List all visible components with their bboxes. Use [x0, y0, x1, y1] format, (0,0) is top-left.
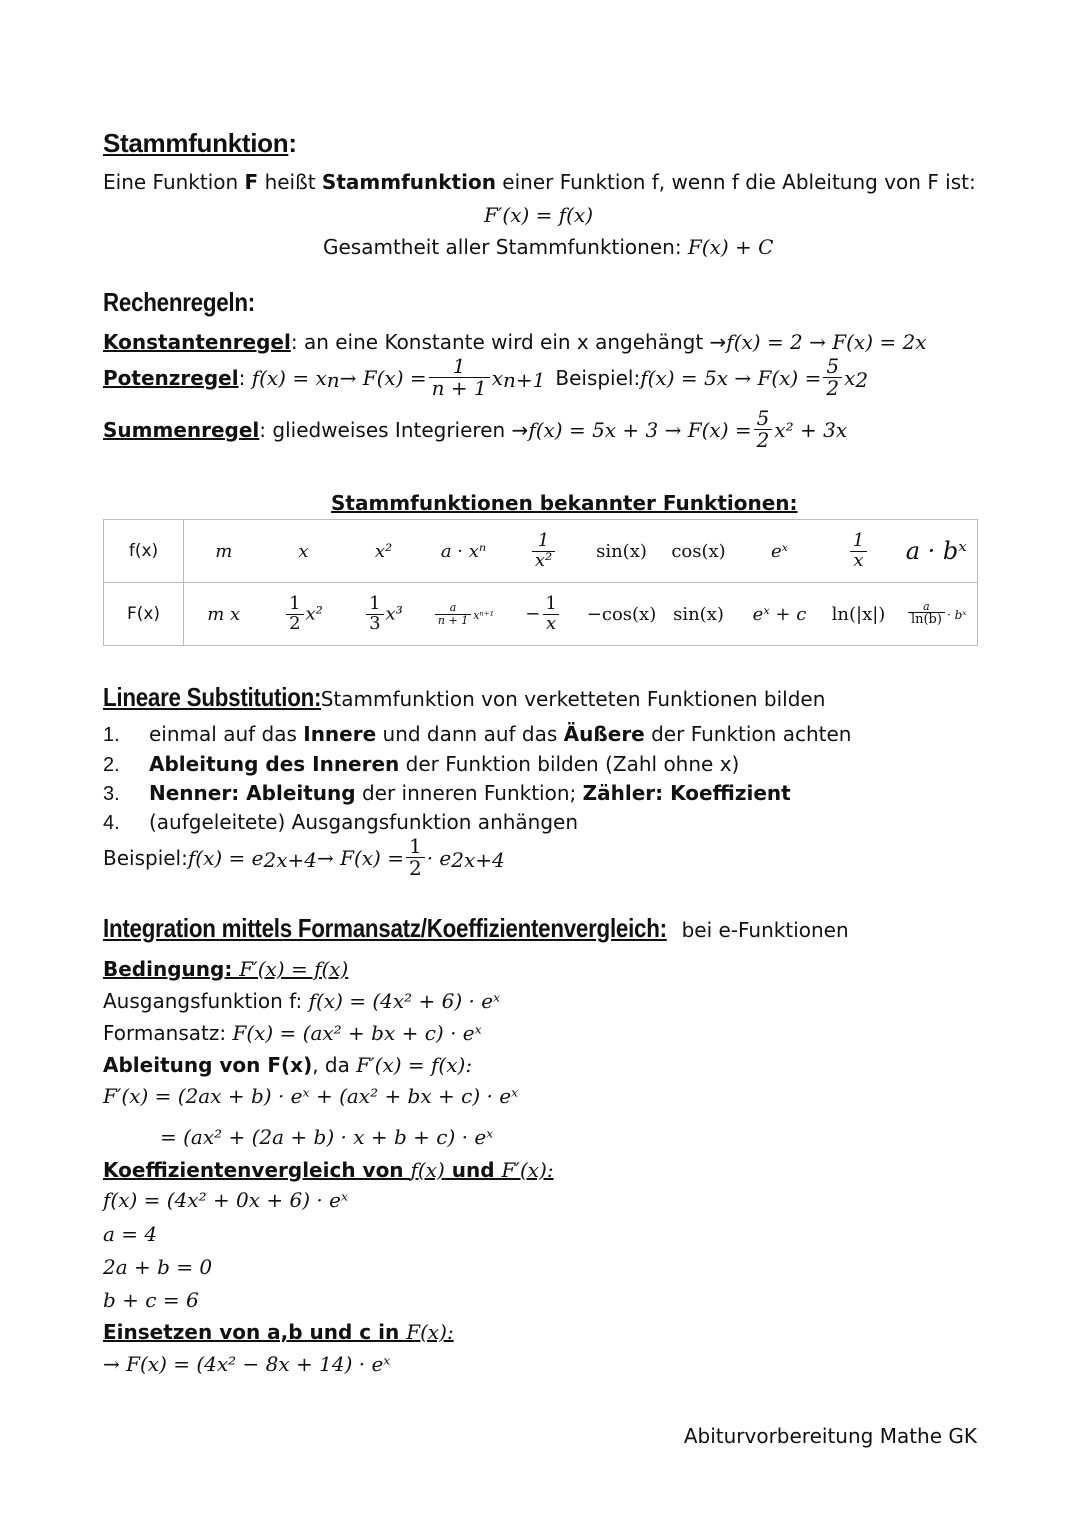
potenz-num: 1 — [452, 354, 466, 378]
einsetzen-F: F(x): — [406, 1320, 454, 1344]
potenz-den: n + 1 — [429, 377, 490, 399]
potenz-beispiel-den: 2 — [823, 377, 842, 399]
cell-F-sin: −cos(x) — [584, 583, 660, 646]
result-formula: → F(x) = (4x² − 8x + 14) · eˣ — [103, 1352, 391, 1376]
F-abx-den: ln(b) — [908, 612, 945, 627]
F-x2-tail: x³ — [385, 603, 403, 624]
potenz-lead: f(x) = x — [251, 365, 327, 390]
item-bold: Innere — [303, 722, 377, 746]
equation-1: a = 4 — [103, 1222, 158, 1246]
F-x-den: 2 — [286, 614, 303, 634]
table-title: Stammfunktionen bekannter Funktionen: — [331, 491, 798, 515]
koeffizientenvergleich-line — [103, 1158, 554, 1182]
koeff-F: F′(x): — [501, 1158, 554, 1182]
F-x2-num: 1 — [369, 592, 381, 614]
cell-f-x2: x² — [344, 520, 424, 583]
potenz-arrow: → F(x) = — [339, 365, 427, 390]
potenz-beispiel-fraction — [823, 356, 842, 399]
formansatz-line — [103, 1021, 482, 1045]
ansatz-formula: F(x) = (ax² + bx + c) · eˣ — [232, 1021, 482, 1045]
table-row-F — [104, 583, 978, 646]
list-number: 4. — [103, 812, 120, 834]
cell-F-x — [264, 583, 344, 646]
potenzregel-label: Potenzregel — [103, 365, 239, 390]
beispiel-exp: 2x+4 — [263, 848, 317, 872]
def-F: F — [244, 170, 259, 194]
potenz-beispiel-xexp: 2 — [855, 368, 869, 392]
beispiel-label: Beispiel: — [103, 845, 188, 870]
beispiel-num: 1 — [408, 834, 422, 858]
item-bold: Ableitung des Inneren — [149, 752, 400, 776]
potenz-fraction — [429, 356, 490, 399]
cell-f-ex: eˣ — [738, 520, 822, 583]
cell-F-mx: m x — [184, 583, 264, 646]
stammfunktion-heading-wrap — [103, 128, 297, 159]
potenz-exp: n — [326, 368, 340, 392]
item-bold: Äußere — [563, 722, 645, 746]
formansatz-subtitle: bei e-Funktionen — [681, 918, 849, 942]
summenregel-line — [103, 408, 847, 451]
cell-f-m: m — [184, 520, 264, 583]
cell-f-x: x — [264, 520, 344, 583]
item-text: der Funktion bilden (Zahl ohne x) — [399, 752, 740, 776]
f-1x-num: 1 — [852, 529, 865, 551]
beispiel-arrow: → F(x) = — [316, 845, 404, 870]
cell-F-1x: ln(|x|) — [822, 583, 896, 646]
substitution-item-2 — [103, 752, 739, 777]
item-text: (aufgeleitete) Ausgangsfunktion anhängen — [149, 810, 579, 834]
potenz-xexp: n+1 — [502, 368, 546, 392]
koeff-f: f(x) — [410, 1158, 445, 1182]
table-label-f: f(x) — [104, 520, 184, 583]
bedingung-formula: F′(x) = f(x) — [239, 957, 349, 981]
substitution-subtitle: Stammfunktion von verketteten Funktionen bilden — [320, 687, 826, 711]
summenregel-text: : gliedweises Integrieren → — [259, 417, 529, 442]
F-x-num: 1 — [289, 592, 301, 614]
heading-colon: : — [288, 128, 297, 158]
substitution-beispiel — [103, 836, 505, 879]
gesamt-formula: F(x) + C — [687, 235, 774, 259]
ableitung-line — [103, 1053, 472, 1077]
cell-F-axn — [424, 583, 504, 646]
f-1x-den: x — [850, 551, 866, 571]
substitution-item-3 — [103, 781, 791, 806]
koeff-label: Koeffizientenvergleich von — [103, 1158, 411, 1182]
ableitung-formula: F′(x) = f(x): — [356, 1053, 473, 1077]
f-recip-num: 1 — [537, 529, 550, 551]
potenz-beispiel-formula: f(x) = 5x → F(x) = — [640, 365, 822, 390]
beispiel-fraction — [406, 836, 425, 879]
stammfunktion-definition — [103, 170, 976, 194]
F-recip-num: 1 — [545, 592, 557, 614]
konstantenregel-line — [103, 330, 927, 354]
cell-f-axn: a · xⁿ — [424, 520, 504, 583]
def-bold: Stammfunktion — [321, 170, 496, 194]
cell-f-cos: cos(x) — [660, 520, 738, 583]
F-recip-sign: − — [525, 603, 541, 624]
bedingung-line — [103, 957, 348, 981]
substitution-item-4 — [103, 810, 578, 835]
konstantenregel-text: : an eine Konstante wird ein x angehängt → — [290, 330, 727, 354]
gesamt-label: Gesamtheit aller Stammfunktionen: — [323, 235, 688, 259]
table-row-f — [104, 520, 978, 583]
summen-fraction — [754, 408, 773, 451]
list-number: 1. — [103, 724, 120, 746]
stammfunktion-formula: F′(x) = f(x) — [484, 203, 594, 227]
ausgang-label: Ausgangsfunktion f: — [103, 989, 309, 1013]
koeff-formula: f(x) = (4x² + 0x + 6) · eˣ — [103, 1188, 349, 1212]
beispiel-tail: · e — [426, 845, 452, 870]
koeff-und: und — [444, 1158, 502, 1182]
ausgang-formula: f(x) = (4x² + 6) · eˣ — [308, 989, 501, 1013]
potenz-beispiel-x: x — [844, 365, 856, 390]
formansatz-header — [103, 913, 849, 944]
cell-f-recip — [504, 520, 584, 583]
F-x2-den: 3 — [366, 614, 383, 634]
ableitung-line-1: F′(x) = (2ax + b) · eˣ + (ax² + bx + c) · eˣ — [103, 1084, 519, 1108]
table-label-F: F(x) — [104, 583, 184, 646]
cell-F-recip — [504, 583, 584, 646]
potenz-beispiel-num: 5 — [826, 354, 840, 378]
cell-F-abx — [896, 583, 978, 646]
konstantenregel-formula: f(x) = 2 → F(x) = 2x — [726, 330, 927, 354]
F-axn-num: a — [449, 600, 457, 614]
def-text-2: heißt — [258, 170, 322, 194]
bedingung-label: Bedingung: — [103, 957, 240, 981]
ansatz-label: Formansatz: — [103, 1021, 233, 1045]
cell-F-ex: eˣ + c — [738, 583, 822, 646]
potenz-x: x — [491, 365, 503, 390]
F-recip-den: x — [543, 614, 559, 634]
ausgang-line — [103, 989, 500, 1013]
F-x-tail: x² — [305, 603, 323, 624]
einsetzen-label: Einsetzen von a,b und c in — [103, 1320, 407, 1344]
summenregel-formula: f(x) = 5x + 3 → F(x) = — [528, 417, 752, 442]
einsetzen-line — [103, 1320, 454, 1344]
substitution-item-1 — [103, 722, 851, 747]
cell-F-x2 — [344, 583, 424, 646]
summen-num: 5 — [756, 406, 770, 430]
beispiel-tail-exp: 2x+4 — [451, 848, 505, 872]
cell-f-abx: a · bˣ — [896, 520, 978, 583]
cell-f-sin: sin(x) — [584, 520, 660, 583]
ableitung-label: Ableitung von F(x) — [103, 1053, 313, 1077]
footer: Abiturvorbereitung Mathe GK — [683, 1424, 977, 1448]
stammfunktion-table — [103, 519, 978, 646]
substitution-header — [103, 682, 825, 713]
beispiel-den: 2 — [406, 857, 425, 879]
summen-tail: x² + 3x — [774, 417, 848, 442]
item-text: der inneren Funktion; — [355, 781, 583, 805]
potenz-beispiel-label: Beispiel: — [555, 365, 641, 390]
list-number: 3. — [103, 783, 120, 805]
potenzregel-line: Potenzregel : f(x) = x n → F(x) = $\frac{1}{n + 1}$ x n+1 Beispiel: f(x) = 5x → F(x) = $\frac{5}{2}$ x 2 — [103, 354, 869, 400]
substitution-heading: Lineare Substitution: — [103, 682, 322, 712]
item-text: der Funktion achten — [644, 722, 852, 746]
item-bold: Nenner: Ableitung — [149, 781, 356, 805]
stammfunktion-heading: Stammfunktion — [103, 128, 289, 158]
konstantenregel-label: Konstantenregel — [103, 330, 291, 354]
F-axn-den: n + 1 — [435, 614, 471, 627]
summen-den: 2 — [754, 429, 773, 451]
gesamtheit-line — [323, 235, 773, 259]
F-abx-num: a — [923, 599, 930, 613]
summenregel-label: Summenregel — [103, 417, 260, 442]
rechenregeln-heading: Rechenregeln: — [103, 287, 255, 317]
def-text-1: Eine Funktion — [103, 170, 245, 194]
equation-2: 2a + b = 0 — [103, 1255, 213, 1279]
cell-F-cos: sin(x) — [660, 583, 738, 646]
cell-f-1x — [822, 520, 896, 583]
formansatz-heading: Integration mittels Formansatz/Koeffizientenvergleich: — [103, 913, 667, 943]
item-text: und dann auf das — [376, 722, 564, 746]
F-axn-tail: xⁿ⁺¹ — [473, 609, 495, 622]
F-abx-tail: · bˣ — [946, 608, 967, 622]
f-recip-den: x² — [532, 551, 555, 571]
equation-3: b + c = 6 — [103, 1288, 199, 1312]
list-number: 2. — [103, 754, 120, 776]
def-text-3: einer Funktion f, wenn f die Ableitung von F ist: — [495, 170, 976, 194]
beispiel-formula: f(x) = e — [187, 845, 264, 870]
item-bold: Zähler: Koeffizient — [582, 781, 791, 805]
item-text: einmal auf das — [149, 722, 304, 746]
ableitung-line-2: = (ax² + (2a + b) · x + b + c) · eˣ — [160, 1125, 494, 1149]
ableitung-text: , da — [312, 1053, 357, 1077]
